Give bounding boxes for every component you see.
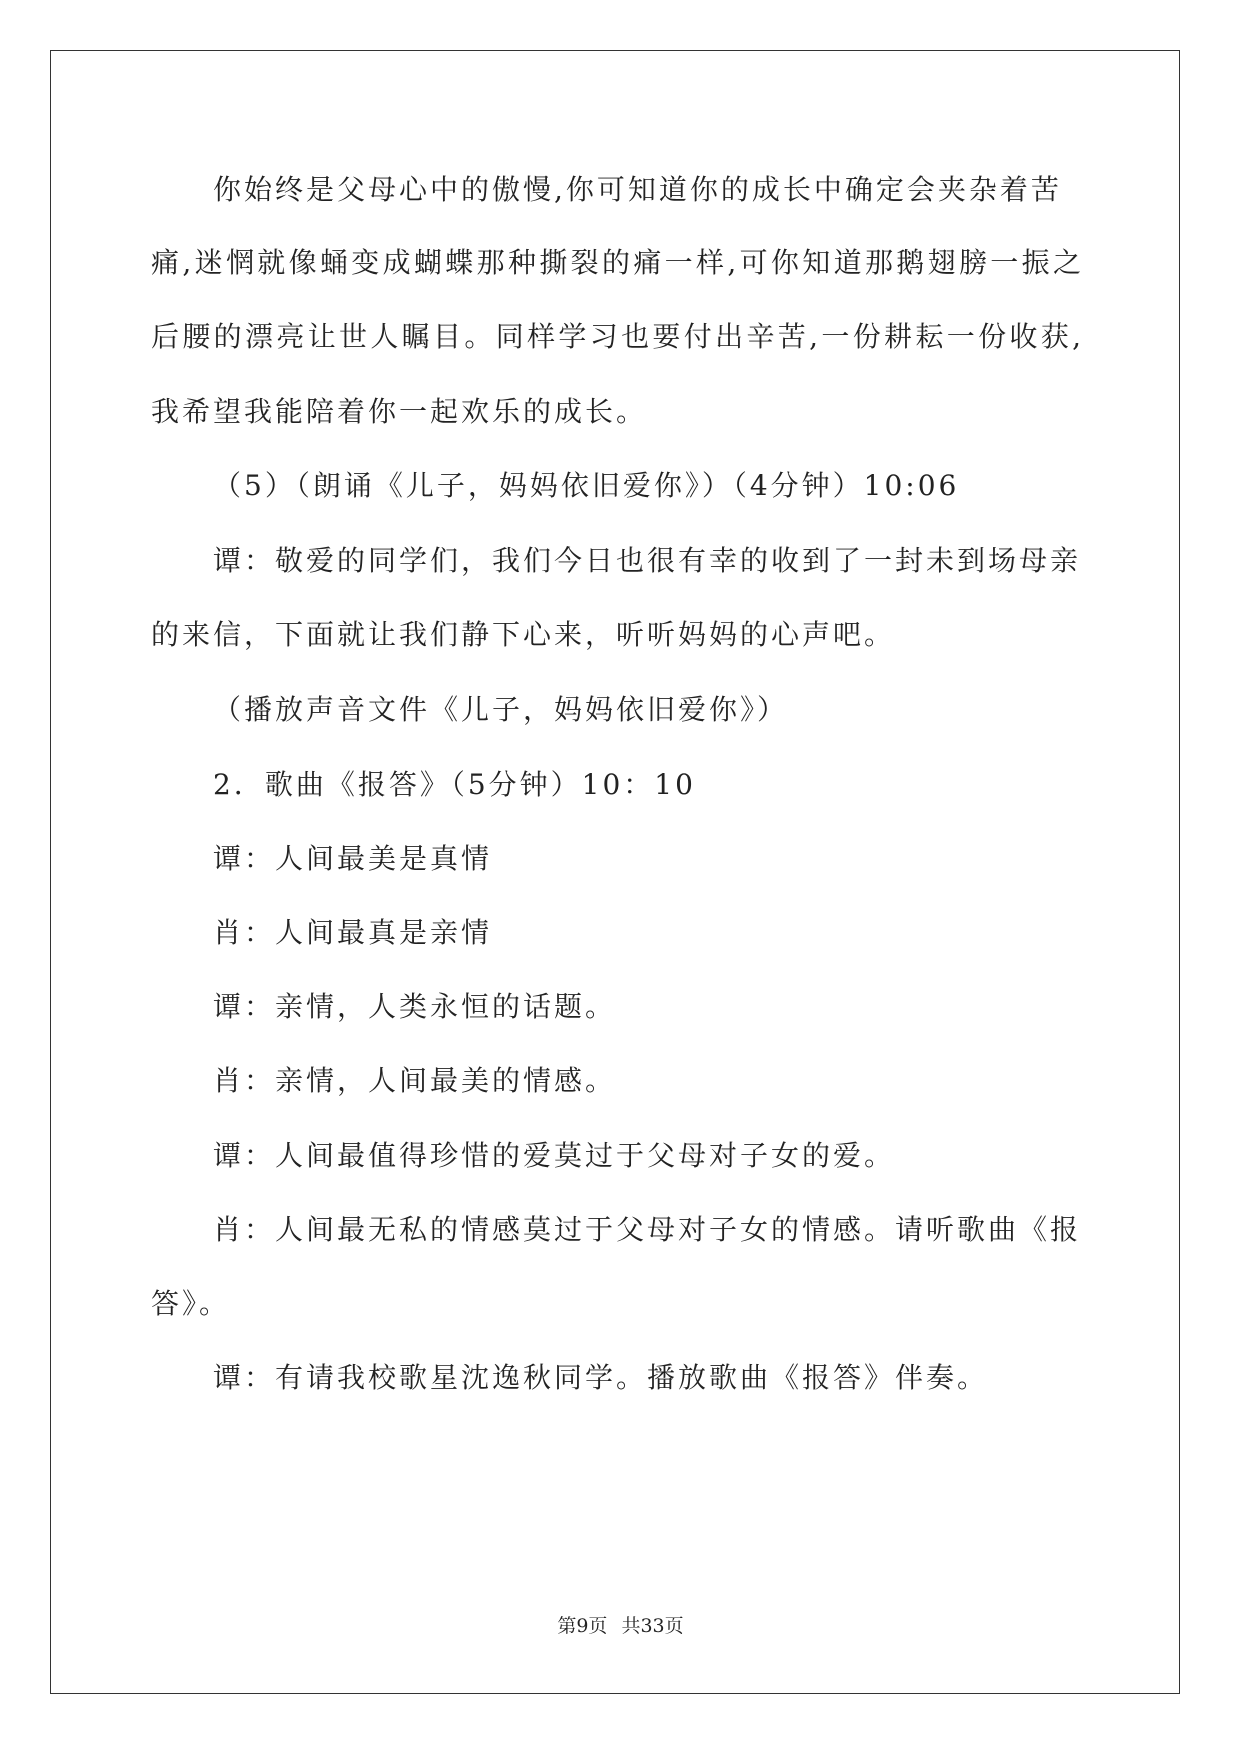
dialogue-line: 谭：人间最值得珍惜的爱莫过于父母对子女的爱。 xyxy=(213,1139,896,1172)
stage-direction: （播放声音文件《儿子，妈妈依旧爱你》） xyxy=(213,693,789,726)
page-number: 第9页 xyxy=(557,1615,608,1637)
dialogue-line: 肖：人间最无私的情感莫过于父母对子女的情感。请听歌曲《报 xyxy=(213,1213,1082,1246)
total-pages: 共33页 xyxy=(621,1615,684,1637)
paragraph-line: 我希望我能陪着你一起欢乐的成长。 xyxy=(151,395,648,428)
section-heading: 2．歌曲《报答》（5分钟）10：10 xyxy=(213,768,696,801)
dialogue-line: 谭：人间最美是真情 xyxy=(213,842,493,875)
dialogue-line: 答》。 xyxy=(151,1287,231,1320)
paragraph-line: 后腰的漂亮让世人瞩目。同样学习也要付出辛苦,一份耕耘一份收获, xyxy=(151,320,1081,353)
page-footer xyxy=(0,1611,1241,1638)
dialogue-line: 谭：有请我校歌星沈逸秋同学。播放歌曲《报答》伴奏。 xyxy=(213,1361,989,1394)
dialogue-line: 谭：亲情，人类永恒的话题。 xyxy=(213,990,617,1023)
dialogue-line: 肖：亲情，人间最美的情感。 xyxy=(213,1064,617,1097)
paragraph-line: 谭：敬爱的同学们，我们今日也很有幸的收到了一封未到场母亲 xyxy=(213,544,1082,577)
paragraph-line: 你始终是父母心中的傲慢,你可知道你的成长中确定会夹杂着苦 xyxy=(213,173,1062,206)
paragraph-line: 痛,迷惘就像蛹变成蝴蝶那种撕裂的痛一样,可你知道那鹅翅膀一振之 xyxy=(151,246,1081,279)
dialogue-line: 肖：人间最真是亲情 xyxy=(213,916,493,949)
paragraph-line: 的来信，下面就让我们静下心来，听听妈妈的心声吧。 xyxy=(151,618,896,651)
section-heading: （5）（朗诵《儿子，妈妈依旧爱你》）（4分钟）10:06 xyxy=(213,469,960,502)
